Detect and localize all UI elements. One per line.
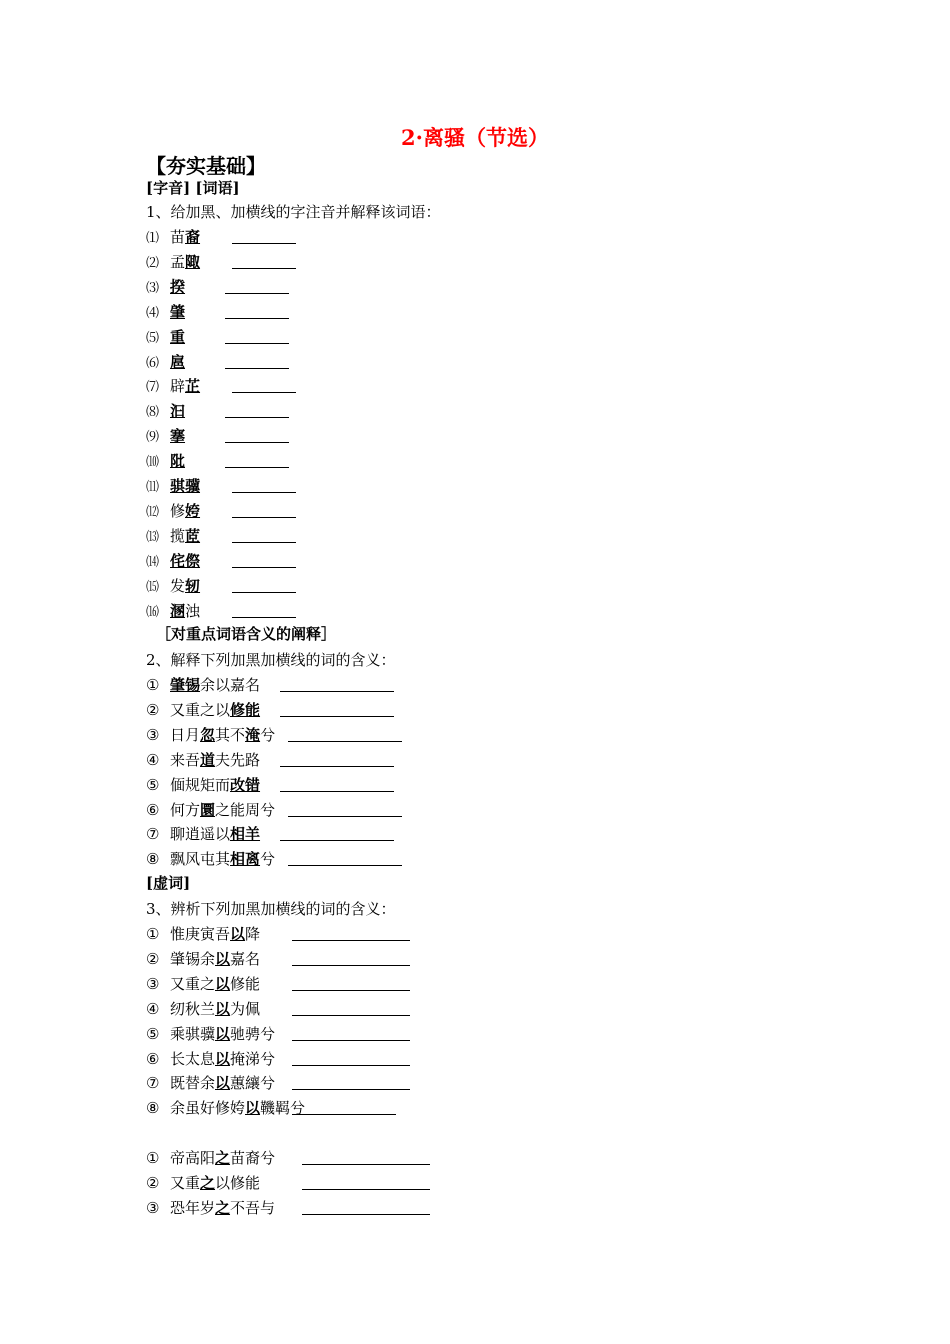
item-number: ③ (146, 1198, 160, 1217)
answer-blank[interactable] (280, 702, 394, 717)
list-item (146, 326, 185, 348)
list-item (146, 351, 185, 373)
emphasized-word: 以 (215, 1049, 231, 1068)
answer-blank[interactable] (225, 403, 289, 418)
answer-blank[interactable] (280, 677, 394, 692)
answer-blank[interactable] (225, 279, 289, 294)
list-item (146, 400, 185, 422)
item-text: 不吾与 (230, 1198, 276, 1217)
item-number: ⑺ (146, 380, 160, 396)
list-item (146, 575, 200, 597)
item-text: 苗裔兮 (230, 1149, 276, 1167)
list-item (146, 973, 260, 995)
emphasized-word: 扈 (170, 352, 186, 371)
subheading-function-words: [虚词] (146, 874, 191, 892)
item-number: ⑼ (146, 430, 160, 446)
page-title: 2·离骚（节选） (401, 125, 549, 150)
item-number: ⑥ (146, 1049, 160, 1068)
item-text: 飘风屯其 (170, 850, 231, 869)
answer-blank[interactable] (232, 229, 296, 244)
item-text: 长太息 (170, 1049, 216, 1068)
item-text: 降 (245, 925, 261, 943)
item-text: 惟庚寅吾 (170, 925, 231, 943)
item-number: ① (146, 1149, 160, 1167)
item-number: ① (146, 676, 160, 694)
item-text: 既替余 (170, 1074, 216, 1093)
list-item (146, 425, 185, 447)
item-text: 恐年岁 (170, 1198, 216, 1217)
subheading-pronunciation-words: [字音] [词语] (146, 179, 240, 197)
answer-blank[interactable] (280, 752, 394, 767)
item-number: ④ (146, 999, 160, 1018)
answer-blank[interactable] (232, 553, 296, 568)
item-text: 为佩 (230, 999, 261, 1018)
list-item (146, 276, 185, 298)
emphasized-word: 修能 (230, 700, 261, 719)
answer-blank[interactable] (292, 1001, 410, 1016)
list-item (146, 1072, 275, 1094)
answer-blank[interactable] (288, 802, 402, 817)
item-text: 余以嘉名 (200, 676, 261, 694)
item-text: 纫秋兰 (170, 999, 216, 1018)
list-item (146, 923, 260, 945)
item-number: ⒂ (146, 579, 160, 595)
list-item (146, 1023, 275, 1045)
item-number: ② (146, 949, 160, 968)
item-text: 兮 (260, 850, 276, 869)
answer-blank[interactable] (302, 1200, 430, 1215)
item-text: 肇锡余 (170, 949, 216, 968)
item-text: 驰骋兮 (230, 1024, 276, 1043)
item-text: 帝高阳 (170, 1149, 216, 1167)
list-item (146, 550, 200, 572)
list-item (146, 500, 200, 522)
item-text: 聊逍遥以 (170, 825, 231, 844)
item-text: 修能 (230, 974, 261, 993)
answer-blank[interactable] (280, 777, 394, 792)
item-text: 日月 (170, 725, 201, 744)
emphasized-word: 之 (200, 1173, 216, 1192)
item-text: 以修能 (215, 1173, 261, 1192)
item-number: ② (146, 700, 160, 719)
section-heading: 【夯实基础】 (146, 154, 266, 178)
emphasized-word: 淹 (245, 725, 261, 744)
answer-blank[interactable] (292, 926, 410, 941)
item-number: ⑾ (146, 480, 160, 495)
list-item (146, 226, 200, 248)
answer-blank[interactable] (232, 578, 296, 593)
item-text: 何方 (170, 800, 201, 819)
item-text: 嘉名 (230, 949, 261, 968)
list-item (146, 948, 260, 970)
item-number: ⒁ (146, 554, 160, 570)
list-item (146, 724, 275, 746)
emphasized-word: 溷 (170, 601, 186, 620)
emphasized-word: 重 (170, 327, 186, 346)
list-item (146, 1172, 260, 1194)
list-item (146, 1048, 275, 1070)
answer-blank[interactable] (302, 1150, 430, 1165)
emphasized-word: 侘傺 (170, 551, 201, 570)
item-text: 蕙纕兮 (230, 1074, 276, 1093)
emphasized-word: 骐骥 (170, 477, 201, 495)
item-number: ⑦ (146, 825, 160, 844)
list-item (146, 749, 260, 771)
emphasized-word: 姱 (185, 501, 201, 520)
emphasized-word: 陬 (185, 252, 201, 271)
list-item (146, 998, 260, 1020)
emphasized-word: 忽 (200, 725, 216, 744)
item-text: 发 (170, 576, 186, 595)
answer-blank[interactable] (232, 603, 296, 618)
list-item (146, 525, 200, 547)
answer-blank[interactable] (232, 254, 296, 269)
item-number: ⑸ (146, 330, 160, 346)
emphasized-word: 裔 (185, 228, 201, 246)
item-number: ② (146, 1173, 160, 1192)
emphasized-word: 圜 (200, 800, 216, 819)
item-number: ① (146, 925, 160, 943)
answer-blank[interactable] (302, 1175, 430, 1190)
emphasized-word: 相离 (230, 850, 261, 869)
emphasized-word: 搴 (170, 427, 186, 446)
item-text: 苗 (170, 228, 186, 246)
item-number: ⑤ (146, 1024, 160, 1043)
list-item (146, 774, 260, 796)
answer-blank[interactable] (288, 727, 402, 742)
item-number: ④ (146, 750, 160, 769)
emphasized-word: 以 (215, 974, 231, 993)
emphasized-word: 阰 (170, 452, 186, 471)
list-item (146, 799, 275, 821)
item-number: ⑥ (146, 800, 160, 819)
item-number: ⒀ (146, 529, 160, 545)
answer-blank[interactable] (225, 304, 289, 319)
question-2-prompt: 2、解释下列加黑加横线的词的含义： (146, 651, 396, 669)
item-text: 掩涕兮 (230, 1049, 276, 1068)
item-text: 修 (170, 501, 186, 520)
emphasized-word: 以 (230, 925, 246, 943)
answer-blank[interactable] (232, 503, 296, 518)
item-number: ⑽ (146, 455, 160, 471)
item-number: ⑦ (146, 1074, 160, 1093)
item-number: ⑻ (146, 405, 160, 421)
answer-blank[interactable] (280, 826, 394, 841)
item-text: 夫先路 (215, 750, 261, 769)
emphasized-word: 汩 (170, 402, 186, 421)
item-text: 鞿羁兮 (260, 1099, 306, 1118)
item-number: ⑶ (146, 280, 160, 296)
item-number: ⑤ (146, 775, 160, 794)
list-item (146, 450, 185, 472)
emphasized-word: 肇锡 (170, 676, 201, 694)
item-text: 乘骐骥 (170, 1024, 216, 1043)
answer-blank[interactable] (292, 1075, 410, 1090)
item-number: ⑵ (146, 255, 160, 271)
item-text: 揽 (170, 526, 186, 545)
list-item (146, 475, 200, 497)
emphasized-word: 之 (215, 1198, 231, 1217)
item-number: ⑴ (146, 231, 160, 246)
item-text: 孟 (170, 252, 186, 271)
subheading-key-words: ［对重点词语含义的阐释］ (156, 625, 337, 643)
item-number: ⑿ (146, 504, 160, 520)
emphasized-word: 以 (215, 949, 231, 968)
answer-blank[interactable] (225, 329, 289, 344)
item-text: 之能周兮 (215, 800, 276, 819)
question-3-prompt: 3、辨析下列加黑加横线的词的含义： (146, 900, 396, 918)
item-number: ③ (146, 974, 160, 993)
emphasized-word: 以 (245, 1099, 261, 1118)
answer-blank[interactable] (225, 428, 289, 443)
list-item (146, 1147, 275, 1169)
list-item (146, 848, 275, 870)
list-item (146, 1097, 305, 1119)
item-text: 辟 (170, 377, 186, 396)
emphasized-word: 肇 (170, 302, 186, 321)
item-number: ⑷ (146, 305, 160, 321)
emphasized-word: 之 (215, 1149, 231, 1167)
emphasized-word: 揆 (170, 277, 186, 296)
item-text: 又重之以 (170, 700, 231, 719)
emphasized-word: 改错 (230, 775, 261, 794)
emphasized-word: 以 (215, 999, 231, 1018)
item-text: 浊 (185, 601, 201, 620)
item-text: 余虽好修姱 (170, 1099, 246, 1118)
emphasized-word: 以 (215, 1024, 231, 1043)
list-item (146, 600, 200, 622)
answer-blank[interactable] (292, 1100, 396, 1115)
list-item (146, 699, 260, 721)
list-item (146, 823, 260, 845)
question-1-prompt: 1、给加黑、加横线的字注音并解释该词语： (146, 203, 441, 221)
item-number: ⑧ (146, 850, 160, 869)
item-text: 又重 (170, 1173, 201, 1192)
item-text: 兮 (260, 725, 276, 744)
answer-blank[interactable] (225, 354, 289, 369)
list-item (146, 251, 200, 273)
emphasized-word: 以 (215, 1074, 231, 1093)
list-item (146, 674, 260, 696)
answer-blank[interactable] (292, 951, 410, 966)
list-item (146, 301, 185, 323)
emphasized-word: 轫 (185, 576, 201, 595)
answer-blank[interactable] (232, 378, 296, 393)
item-text: 其不 (215, 725, 246, 744)
item-number: ⑹ (146, 355, 160, 371)
answer-blank[interactable] (232, 528, 296, 543)
list-item (146, 1197, 275, 1219)
emphasized-word: 茝 (185, 526, 201, 545)
item-number: ③ (146, 725, 160, 744)
emphasized-word: 道 (200, 750, 216, 769)
answer-blank[interactable] (225, 453, 289, 468)
item-number: ⒃ (146, 604, 160, 620)
emphasized-word: 芷 (185, 377, 201, 396)
answer-blank[interactable] (232, 478, 296, 493)
answer-blank[interactable] (292, 1026, 410, 1041)
list-item (146, 375, 200, 397)
answer-blank[interactable] (292, 1051, 410, 1066)
item-number: ⑧ (146, 1099, 160, 1118)
answer-blank[interactable] (292, 976, 410, 991)
item-text: 又重之 (170, 974, 216, 993)
item-text: 来吾 (170, 750, 201, 769)
emphasized-word: 相羊 (230, 825, 261, 844)
answer-blank[interactable] (288, 851, 402, 866)
item-text: 偭规矩而 (170, 775, 231, 794)
